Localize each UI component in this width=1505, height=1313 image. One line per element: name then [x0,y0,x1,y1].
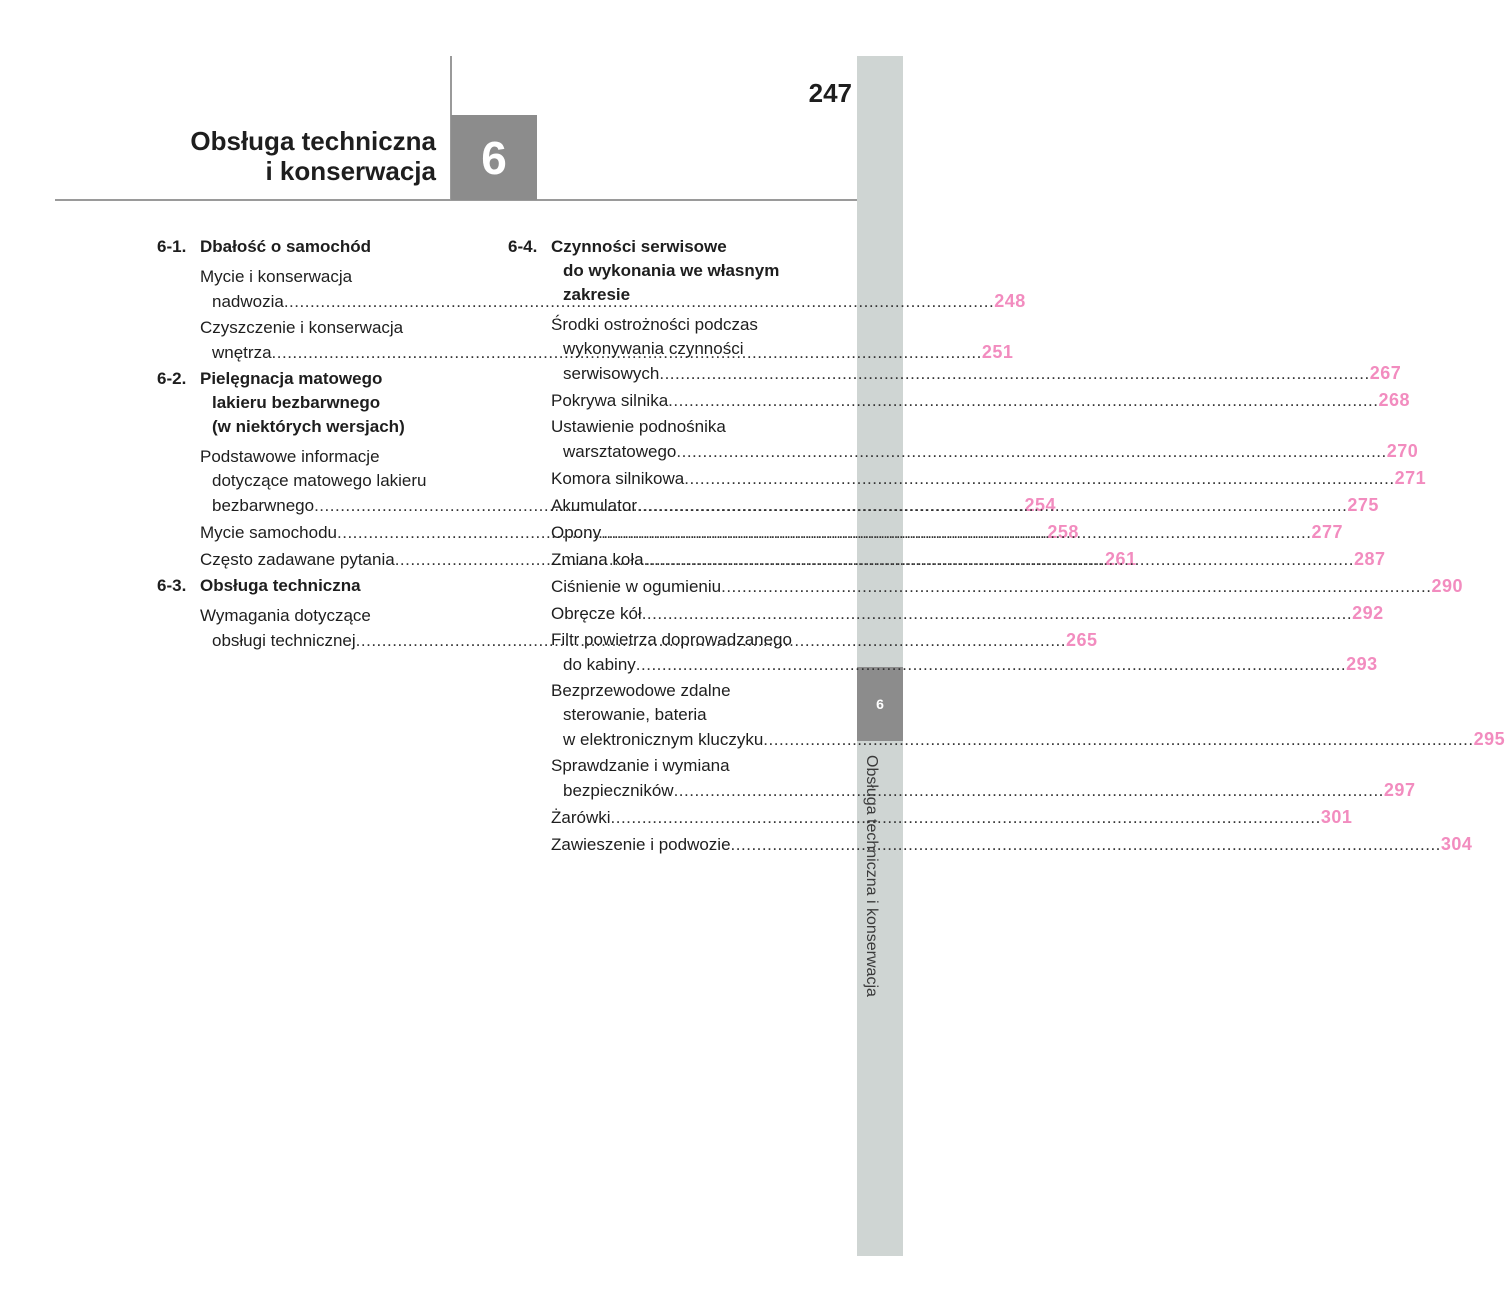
chapter-title-line1: Obsługa techniczna [190,126,436,156]
page-link[interactable]: 265 [1066,630,1098,650]
toc-entry-line: Często zadawane pytania [200,550,395,569]
toc-entry-line: w elektronicznym kluczyku [563,730,764,749]
page-link[interactable]: 293 [1346,654,1378,674]
toc-entry[interactable] [551,754,1416,803]
toc-entry-line: dotyczące matowego lakieru [212,471,427,490]
toc-entry-line: Mycie samochodu [200,523,338,542]
dot-leader [611,806,1321,830]
toc-entry[interactable] [551,388,1411,413]
section-number: 6-1. [157,237,187,256]
toc-entry-last-line [551,652,1378,677]
chapter-title [150,126,436,186]
page-link[interactable]: 267 [1369,363,1402,383]
page-link[interactable]: 270 [1386,441,1419,461]
toc-entry-line: wykonywania czynności [563,339,744,358]
page-link[interactable]: 275 [1347,495,1379,515]
toc-entry-last-line [551,832,1472,857]
toc-entry[interactable] [551,466,1427,491]
page-link[interactable]: 258 [1047,522,1079,542]
toc-entry-text [551,493,1379,518]
toc-entry-text [551,628,1378,677]
toc-entry-last-line [551,493,1379,518]
toc-entry-text [551,547,1386,572]
toc-entry-line: nadwozia [212,292,284,311]
toc-entry-last-line [551,727,1505,752]
page-link[interactable]: 304 [1440,834,1473,854]
toc-entry-last-line [551,439,1418,464]
toc-entry-line: Wymagania dotyczące [200,606,371,625]
dot-leader [721,575,1431,599]
toc-entry-last-line [551,466,1426,491]
section-title-line: do wykonania we własnym [563,261,780,280]
toc-entry[interactable] [551,805,1353,830]
chapter-title-line2: i konserwacja [265,156,436,186]
section-title-line: zakresie [563,285,631,304]
toc-entry-line: Komora silnikowa [551,469,685,488]
toc-entry-line: Akumulator [551,496,637,515]
dot-leader [684,467,1394,491]
toc-entry-line: wnętrza [212,343,272,362]
toc-entry-line: Zawieszenie i podwozie [551,835,731,854]
toc-entry-last-line [551,520,1343,545]
toc-entry-line: Żarówki [551,808,611,827]
dot-leader [659,362,1369,386]
toc-entry-last-line [551,601,1384,626]
toc-entry[interactable] [551,601,1384,626]
toc-entry-line: bezbarwnego [212,496,315,515]
section-title-line: lakieru bezbarwnego [212,393,381,412]
dot-leader [731,833,1441,857]
page-link[interactable]: 251 [981,342,1014,362]
toc-entry-text [551,679,1505,752]
toc-entry-text [551,466,1426,491]
toc-entry-line: warsztatowego [563,442,677,461]
dot-leader [644,548,1354,572]
toc-entry-text [551,601,1384,626]
toc-entry-last-line [551,805,1352,830]
toc-entry-last-line [551,574,1463,599]
side-tab-number[interactable]: 6 [857,667,903,741]
page-link[interactable]: 287 [1353,549,1386,569]
page-link[interactable]: 268 [1378,390,1411,410]
page-link[interactable]: 301 [1320,807,1353,827]
toc-entry-line: do kabiny [563,655,636,674]
page-number: 247 [808,78,852,108]
toc-entry-text [551,415,1418,464]
page-link[interactable]: 292 [1352,603,1384,623]
toc-entry[interactable] [551,832,1473,857]
dot-leader [637,494,1347,518]
toc-entry-line: Filtr powietrza doprowadzanego [551,630,792,649]
section-number: 6-4. [508,237,538,256]
toc-entry[interactable] [551,679,1505,752]
side-tab-label: Obsługa techniczna i konserwacja [863,755,880,997]
toc-entry-line: Pokrywa silnika [551,391,669,410]
toc-entry-line: obsługi technicznej [212,631,356,650]
toc-entry-text [551,574,1463,599]
page-link[interactable]: 271 [1394,468,1427,488]
toc-entry-last-line [551,778,1415,803]
page-link[interactable]: 254 [1024,495,1056,515]
section-title-line: (w niektórych wersjach) [212,417,405,436]
dot-leader [601,521,1311,545]
chapter-number-badge: 6 [451,115,537,200]
section-number: 6-2. [157,369,187,388]
section-title-line: Obsługa techniczna [200,576,361,595]
toc-entry-line: Podstawowe informacje [200,447,380,466]
toc-entry-line: Bezprzewodowe zdalne [551,681,731,700]
dot-leader [668,389,1378,413]
dot-leader [642,602,1352,626]
toc-entry-line: Sprawdzanie i wymiana [551,756,730,775]
toc-entry-line: Obręcze kół [551,604,642,623]
toc-entry-line: sterowanie, bateria [563,705,707,724]
page-link[interactable]: 277 [1311,522,1343,542]
section-title-line: Pielęgnacja matowego [200,369,383,388]
toc-entry-last-line [551,388,1410,413]
toc-entry-line: serwisowych [563,364,660,383]
section-title-line: Czynności serwisowe [551,237,727,256]
page-link[interactable]: 295 [1473,729,1505,749]
toc-entry-line: bezpieczników [563,781,674,800]
toc-entry-text [551,520,1343,545]
toc-entry[interactable] [551,574,1463,599]
toc-entry-last-line [551,361,1401,386]
section-title-line: Dbałość o samochód [200,237,371,256]
toc-entry-line: Opony [551,523,602,542]
dot-leader [636,653,1346,677]
toc-entry-line: Zmiana koła [551,550,644,569]
toc-entry-text [551,805,1352,830]
toc-entry-line: Mycie i konserwacja [200,267,353,286]
toc-entry-last-line [551,547,1386,572]
section-number: 6-3. [157,576,187,595]
toc-entry-line: Środki ostrożności podczas [551,315,758,334]
toc-entry-line: Ustawienie podnośnika [551,417,726,436]
toc-entry-text [551,754,1415,803]
toc-entry-line: Ciśnienie w ogumieniu [551,577,722,596]
dot-leader [763,728,1473,752]
page-link[interactable]: 261 [1105,549,1137,569]
toc-entry-text [551,832,1472,857]
dot-leader [676,440,1386,464]
toc-entry-text [551,388,1410,413]
page-link[interactable]: 297 [1383,780,1416,800]
page-link[interactable]: 248 [994,291,1026,311]
page-link[interactable]: 290 [1431,576,1463,596]
toc-entry-text [551,313,1401,386]
dot-leader [674,779,1384,803]
toc-entry-line: Czyszczenie i konserwacja [200,318,404,337]
toc-entry[interactable] [551,415,1419,464]
